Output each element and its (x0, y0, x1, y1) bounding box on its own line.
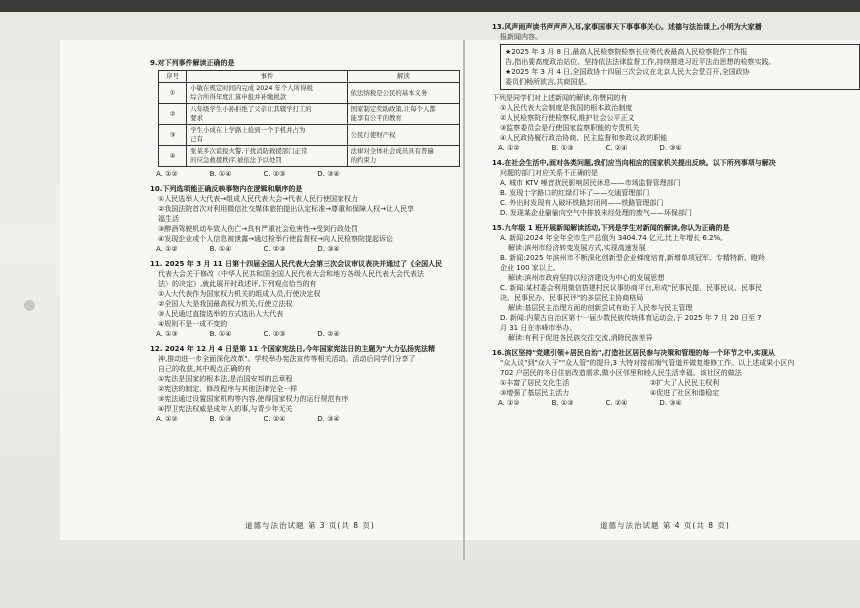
table-row (159, 146, 460, 167)
text-line: A. 城市 KTV 噪音扰民影响居民休息——市场监督管理部门 (500, 179, 681, 187)
text-line: 解读:滨州市政府坚持以经济建设为中心的发展思想 (508, 274, 665, 282)
event-cell: 学生小成在上学路上捡到一个手机并占为 己有 (187, 125, 347, 146)
text-line: ④规则不是一成不变的 (158, 320, 228, 328)
text-line: ①人民选举人大代表→组成人民代表大会→代表人民行使国家权力 (158, 195, 359, 203)
table-header-cell: 解读 (347, 71, 459, 83)
q9-title: 9.对下列事件解读正确的是 (150, 59, 235, 67)
interpretation-cell: 依法纳税是公民的基本义务 (347, 83, 459, 104)
row-number: ④ (159, 146, 187, 167)
row-number: ② (159, 104, 187, 125)
q9-options (150, 169, 460, 179)
text-line: B. 发现十字路口的红绿灯坏了——交通管理部门 (500, 189, 650, 197)
row-number: ① (159, 83, 187, 104)
text-line: 福生活 (158, 215, 179, 223)
option-d: D. ③④ (659, 399, 682, 407)
event-cell: 八年级学生小孙拒绝了父亲让其辍学打工的 要求 (187, 104, 347, 125)
option-d: D. ③④ (659, 144, 682, 152)
option-c: C. ②④ (263, 415, 286, 423)
option-a: A. ①② (498, 144, 520, 152)
question-11 (150, 259, 460, 329)
option-d: D. ③④ (317, 170, 340, 178)
option-a: A. ①③ (156, 330, 178, 338)
text-line: 企业 100 家以上。 (500, 264, 560, 272)
option-b: B. ①③ (551, 399, 574, 407)
question-15 (492, 223, 832, 343)
event-cell: 张某多次谎报火警,干扰消防救援部门正常 的应急救援秩序,被依法予以处罚 (187, 146, 347, 167)
question-12 (150, 344, 460, 414)
text-line: ①人大代表作为国家权力机关的组成人员,行使决定权 (158, 290, 321, 298)
q10-options (150, 244, 460, 254)
text-line: 解读:基层民主治理方面的创新尝试有助于人民参与民主管理 (508, 304, 693, 312)
text-line: D. 发现某企业偷偷向空气中排放未经处理的废气——环保部门 (500, 209, 692, 217)
text-line: 神,推动进一步全面深化改革"。学校举办宪法宣传等相关活动。活动后同学们分享了 (158, 355, 416, 363)
option-c: C. ②④ (605, 144, 628, 152)
scan-top-edge (0, 0, 860, 12)
choice: ④促进了社区和谐稳定 (650, 389, 720, 397)
text-line: 解读:有利于促进各民族交往交流,消除民族差异 (508, 334, 653, 342)
text-line: ③人民通过直接选举的方式选出人大代表 (158, 310, 284, 318)
q16-choices (492, 378, 832, 398)
text-line: ④人民政协履行政治协商、民主监督和参政议政的职能 (500, 134, 668, 142)
text-line: 16.滨区坚持"党建引领+居民自治",打造社区居民参与决策和管理的每一个环节之中,实现从 (492, 349, 775, 357)
q16-options (492, 398, 832, 408)
option-c: C. ②③ (263, 245, 286, 253)
text-line: ②我国法院首次对利用微信社交媒体旅拍提出认定标准→尊重和保障人权→让人民享 (158, 205, 415, 213)
text-line: ③醉酒驾驶机动车致人伤亡→具有严重社会危害性→受到行政处罚 (158, 225, 359, 233)
q13-news-box (500, 44, 860, 90)
table-row (159, 83, 460, 104)
interpretation-cell: 公民行使财产权 (347, 125, 459, 146)
interpretation-cell: 法律对全体社会成员具有普遍 的约束力 (347, 146, 459, 167)
option-a: A. ①② (156, 170, 178, 178)
news-line: ★2025 年 3 月 4 日,全国政协十四届三次会议在北京人民大会堂召开,全国政协 (505, 68, 750, 76)
event-cell: 小敏在规定时间内完成 2024 年个人所得税 综合所得年度汇算申报并补缴税款 (187, 83, 347, 104)
table-header-cell: 事件 (187, 71, 347, 83)
text-line: ④捍卫宪法权威是成年人的事,与青少年无关 (158, 405, 293, 413)
text-line: 自己的收获,其中观点正确的有 (158, 365, 252, 373)
text-line: 10.下列选项能正确反映事物内在逻辑和顺序的是 (150, 185, 303, 193)
option-c: C. ②③ (263, 330, 286, 338)
text-line: 法〉的决定》,就此展开时政述评,下列观点恰当的有 (158, 280, 317, 288)
right-column (492, 22, 832, 408)
text-line: 月 31 日在赤峰市举办。 (500, 324, 577, 332)
choice: ③增强了基层民主活力 (500, 389, 570, 397)
row-number: ③ (159, 125, 187, 146)
text-line: ③监察委员会是行使国家监察职能的专责机关 (500, 124, 640, 132)
text-line: ②人民检察院行使检察权,维护社会公平正义 (500, 114, 635, 122)
news-line: 告,指出要高度政治站位、坚持依法法律监督工作,持续推进习近平法治思想的检察实践。 (505, 58, 776, 66)
q13-statements (492, 93, 832, 143)
text-line: A. 新闻:2024 年全年全市生产总值为 3404.74 亿元,比上年增长 6.2%。 (500, 234, 728, 242)
text-line: D. 新闻:内蒙古自治区第十一届少数民族传统体育运动会,于 2025 年 7 月 20 日至 7 (500, 314, 762, 322)
option-d: D. ②④ (317, 330, 340, 338)
q9-table (158, 70, 460, 167)
option-a: A. ①② (498, 399, 520, 407)
text-line: ④发现企业或个人信息被泄露→通过检举行使监督权→向人民检察院提起诉讼 (158, 235, 394, 243)
option-b: B. ①③ (209, 415, 232, 423)
option-b: B. ①③ (551, 144, 574, 152)
page-4-footer: 道德与法治试题 第 4 页(共 8 页) (600, 521, 730, 530)
text-line: 下列是同学们对上述新闻的解读,你赞同的有 (492, 94, 628, 102)
text-line: 13.风声雨声读书声声声入耳,家事国事天下事事事关心。述德与法治课上,小明为大家播 (492, 23, 762, 31)
news-line: ★2025 年 3 月 8 日,最高人民检察院检察长应勇代表最高人民检察院作工作报 (505, 48, 748, 56)
option-b: B. ①④ (209, 330, 232, 338)
option-a: A. ①② (156, 415, 178, 423)
text-line: ③宪法通过设置国家机构等内容,使得国家权力的运行规范有序 (158, 395, 349, 403)
text-line: ①人民代表大会制度是我国的根本政治制度 (500, 104, 633, 112)
option-a: A. ①② (156, 245, 178, 253)
text-line: 问题的部门对应关系不正确的是 (500, 169, 598, 177)
page-3-footer: 道德与法治试题 第 3 页(共 8 页) (245, 521, 375, 530)
text-line: 代表大会关于修改〈中华人民共和国全国人民代表大会和地方各级人民代表大会代表法 (158, 270, 424, 278)
binding-hole (24, 300, 35, 311)
table-row (159, 125, 460, 146)
text-line: 12. 2024 年 12 月 4 日是第 11 个国家宪法日,今年国家宪法日的主题为"大力弘扬宪法精 (150, 345, 436, 353)
option-b: B. ①④ (209, 245, 232, 253)
q13-options (492, 143, 832, 153)
q9-table-header (159, 71, 460, 83)
text-line: 解读:滨州市经济转变发展方式,实现高速发展 (508, 244, 646, 252)
text-line: "众人议"到"众人干""众人管"的提升,3 大特对接前端气管道并做复维修工作。以上述成果小区内 (500, 359, 795, 367)
question-10 (150, 184, 460, 244)
text-line: 702 户居民的冬日住宿改造需求,做小区邻里和睦人民生活幸福。该社区的做法 (500, 369, 742, 377)
text-line: C. 外出时发现有人破坏铁路封闭网——铁路管理部门 (500, 199, 664, 207)
text-line: 14.在社会生活中,面对各类问题,我们应当向相应的国家机关提出反映。以下所列事项与解决 (492, 159, 776, 167)
page-gutter (463, 40, 465, 560)
question-16 (492, 348, 832, 378)
question-13 (492, 22, 832, 42)
text-line: C. 新闻:某村委会利用微信搭建村民议事协商平台,形成"民事民提、民事民议、民事民 (500, 284, 763, 292)
option-d: D. ③④ (317, 245, 340, 253)
news-line: 委员们畅所欲言,共商国是。 (505, 78, 592, 86)
q11-options (150, 329, 460, 339)
table-row (159, 104, 460, 125)
text-line: ②全国人大是我国最高权力机关,行使立法权 (158, 300, 293, 308)
choice: ①丰富了居民文化生活 (500, 379, 570, 387)
text-line: 11. 2025 年 3 月 11 日第十四届全国人民代表大会第三次会议审议表决并通过了《全国人民 (150, 260, 443, 268)
option-c: C. ②③ (263, 170, 286, 178)
table-header-cell: 序号 (159, 71, 187, 83)
text-line: 报新闻内容。 (500, 33, 542, 41)
q12-options (150, 414, 460, 424)
text-line: B. 新闻:2025 年滨州市不断深化创新型企业梯度培育,新增单项冠军、专精特新、瞪羚 (500, 254, 765, 262)
question-14 (492, 158, 832, 218)
choice: ②扩大了人民民主权利 (650, 379, 720, 387)
text-line: ②宪法的制定、修改程序与其他法律完全一样 (158, 385, 298, 393)
text-line: 决、民事民办、民事民评"的多层民主协商格局 (500, 294, 644, 302)
text-line: ①宪法是国家的根本法,是治国安邦的总章程 (158, 375, 293, 383)
left-column (150, 58, 460, 424)
option-b: B. ①④ (209, 170, 232, 178)
option-d: D. ③④ (317, 415, 340, 423)
q9-table-body (159, 83, 460, 167)
option-c: C. ②④ (605, 399, 628, 407)
text-line: 15.九年级 1 班开展新闻解读活动,下列是学生对新闻的解读,你认为正确的是 (492, 224, 730, 232)
interpretation-cell: 国家制定奖助政策,让每个人都 能享有公平的教育 (347, 104, 459, 125)
